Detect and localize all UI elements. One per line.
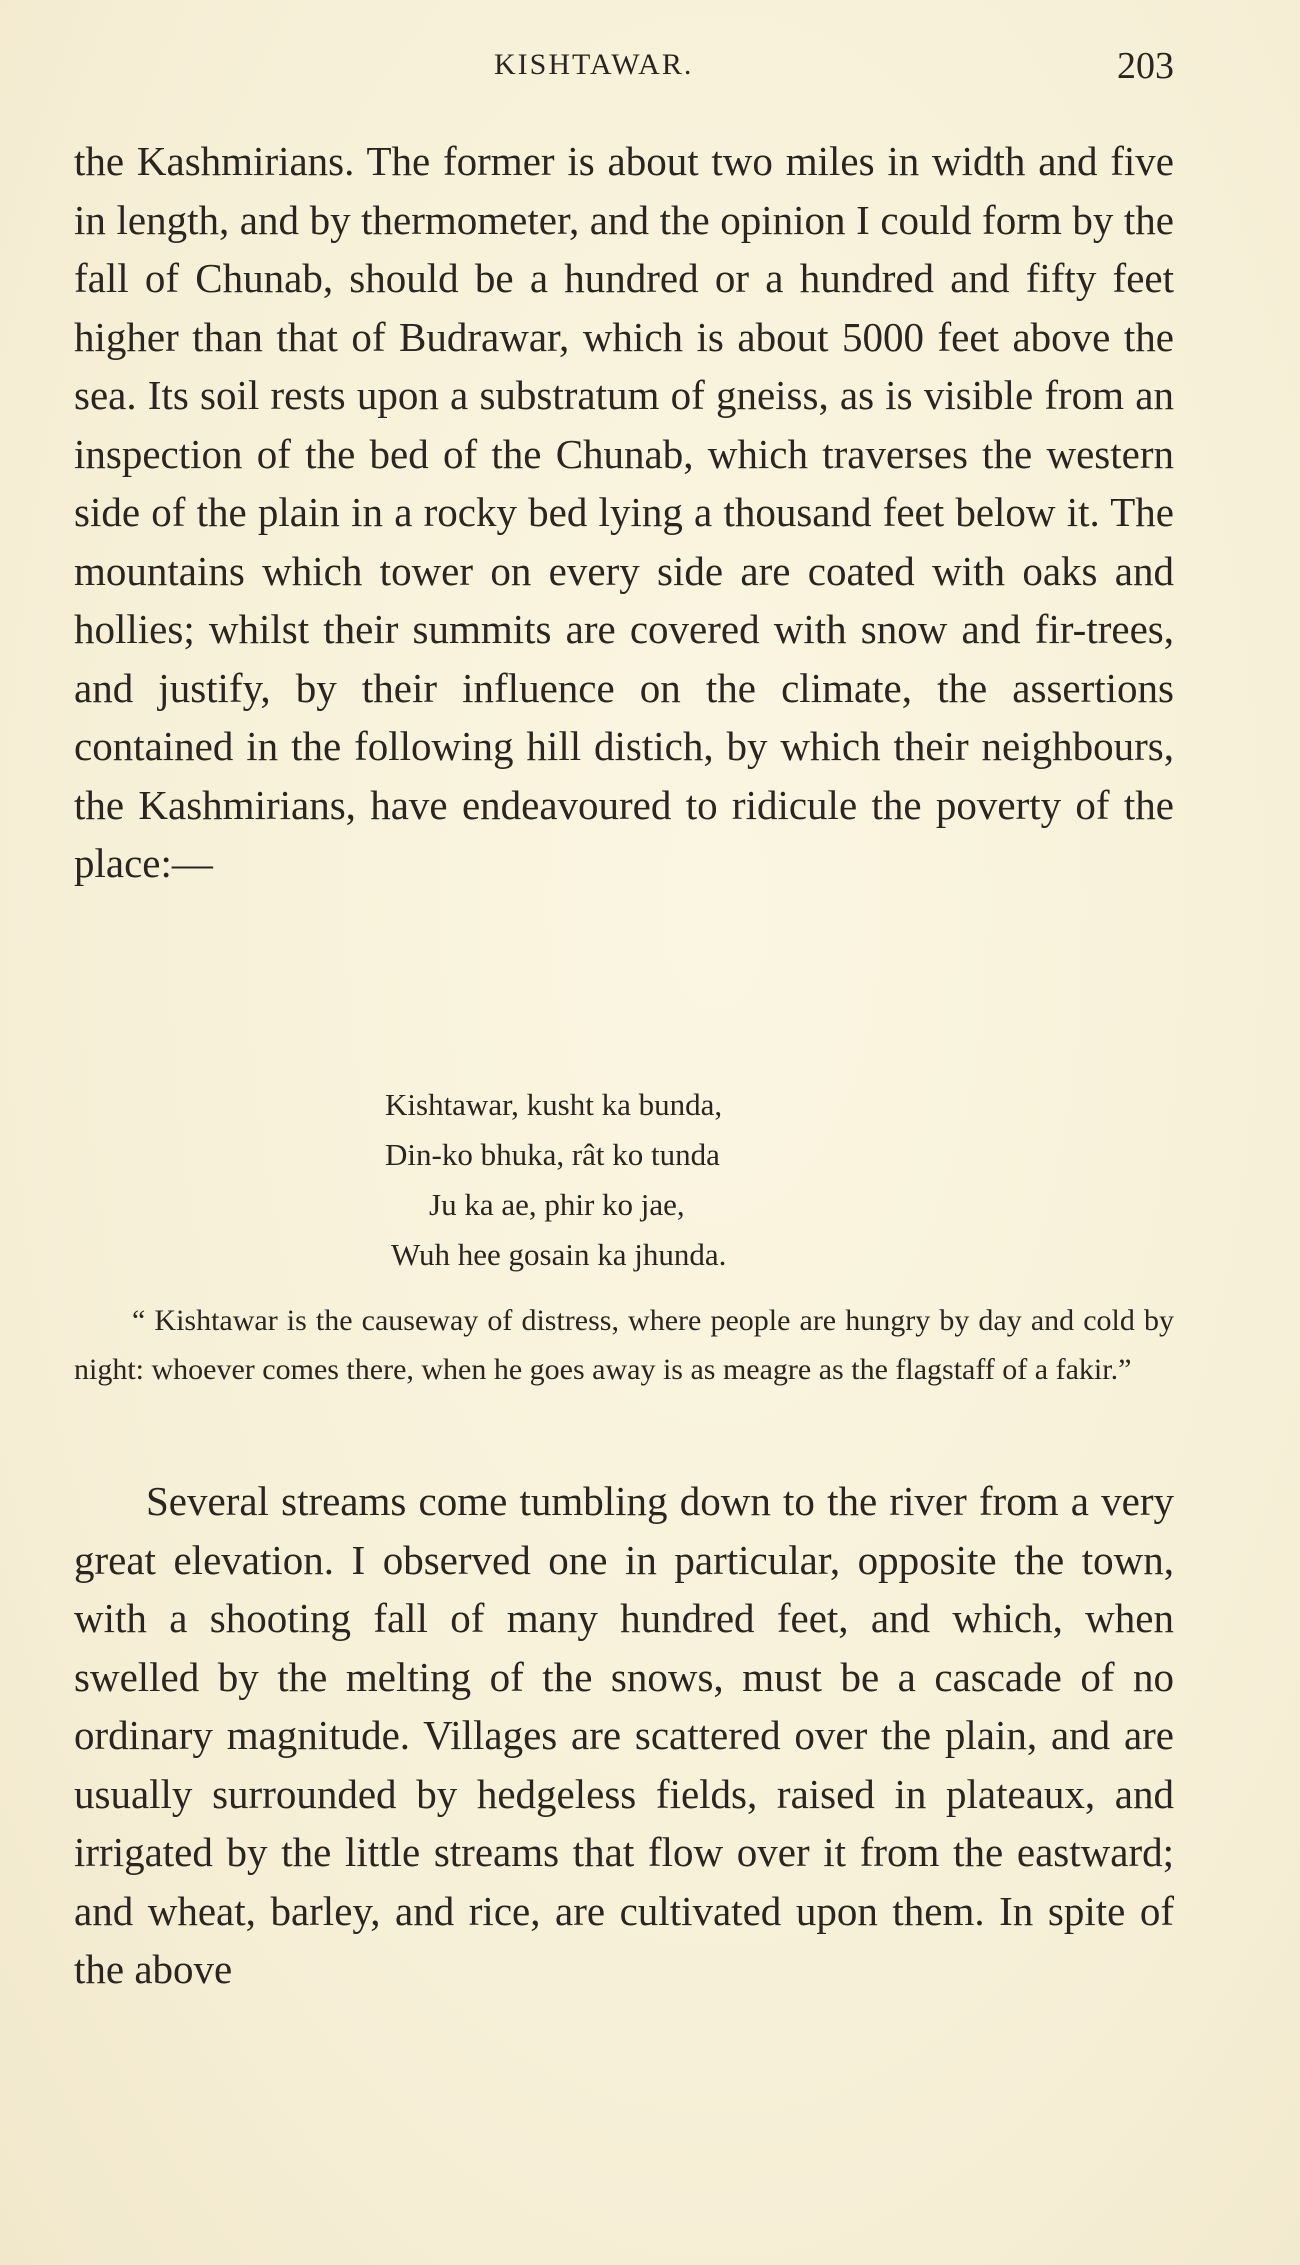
verse-line-4: Wuh hee gosain ka jhunda. (391, 1237, 727, 1272)
verse-line-1: Kishtawar, kusht ka bunda, (385, 1087, 723, 1122)
body-paragraph-2: Several streams come tumbling down to the river from a very great elevation. I observed one in particular, opposite the town, with a shooting fall of many hundred feet, and which, when swelled by the melting of the snows, must be a cascade of no ordinary magnitude. Villages are scattered over the plain, and are usually surrounded by hedgeless fields, raised in plateaux, and irrigated by the little streams that flow over it from the eastward; and wheat, barley, and rice, are cultivated upon them. In spite of the above (74, 1478, 1174, 1992)
verse-block (385, 1080, 985, 1280)
running-head (74, 45, 1174, 88)
body-paragraph-1: the Kashmirians. The former is about two miles in width and five in length, and by thermometer, and the opinion I could form by the fall of Chunab, should be a hundred or a hundred and fifty feet higher than that of Budrawar, which is about 5000 feet above the sea. Its soil rests upon a substratum of gneiss, as is visible from an inspection of the bed of the Chunab, which traverses the western side of the plain in a rocky bed lying a thousand feet below it. The mountains which tower on every side are coated with oaks and hollies; whilst their summits are covered with snow and fir-trees, and justify, by their influence on the climate, the assertions contained in the following hill distich, by which their neighbours, the Kashmirians, have endeavoured to ridicule the poverty of the place:— (74, 138, 1174, 886)
verse-line-2: Din-ko bhuka, rât ko tunda (385, 1137, 720, 1172)
page-number: 203 (1117, 45, 1174, 87)
verse-translation: “ Kishtawar is the causeway of distress, where people are hungry by day and cold by night: whoever comes there, when he goes away is as meagre as the flagstaff of a fakir.” (74, 1304, 1174, 1386)
verse-line-3: Ju ka ae, phir ko jae, (429, 1187, 685, 1222)
running-title: KISHTAWAR. (494, 48, 694, 81)
